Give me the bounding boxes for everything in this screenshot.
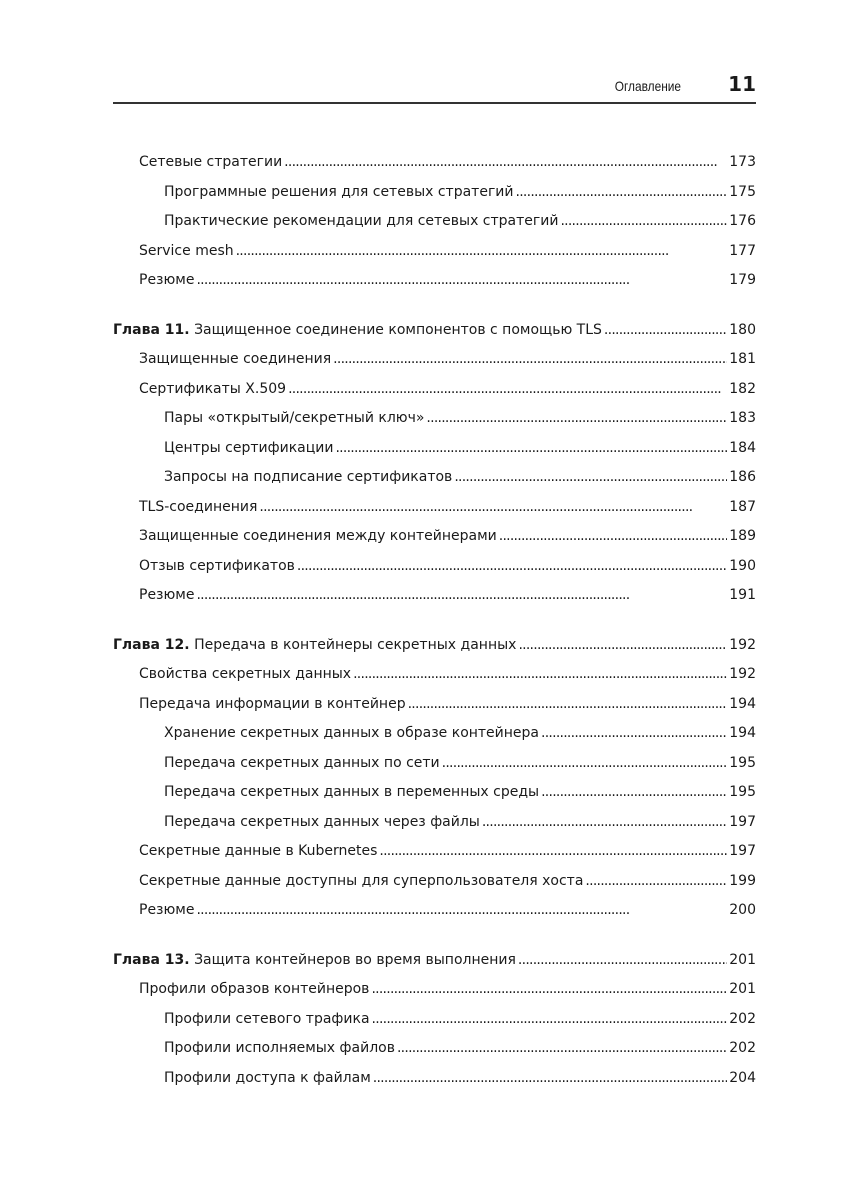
dot-leader: [196, 581, 727, 611]
dot-leader: [297, 552, 727, 582]
entry-title: Профили образов контейнеров: [139, 981, 370, 997]
entry-title: Программные решения для сетевых стратегий: [164, 183, 514, 200]
entry-title: Запросы на подписание сертификатов: [164, 469, 453, 485]
toc-chapter-entry[interactable]: [113, 631, 756, 661]
toc-group: [113, 316, 756, 611]
dot-leader: [442, 749, 728, 779]
entry-title: Резюме: [139, 902, 195, 918]
entry-title: TLS-соединения: [139, 498, 258, 515]
entry-page-number: 192: [729, 666, 756, 682]
entry-title: Защищенные соединения: [139, 351, 332, 367]
entry-title: Секретные данные доступны для суперпользователя хоста: [139, 872, 584, 889]
dot-leader: [259, 493, 727, 523]
running-header-title: Оглавление: [614, 78, 681, 94]
entry-page-number: 190: [729, 557, 756, 574]
toc-entry[interactable]: [113, 690, 756, 720]
dot-leader: [236, 237, 728, 267]
dot-leader: [482, 808, 727, 838]
entry-title: Профили исполняемых файлов: [164, 1040, 395, 1056]
entry-page-number: 183: [729, 410, 756, 426]
entry-page-number: 204: [729, 1069, 756, 1086]
entry-title: Передача секретных данных по сети: [164, 754, 440, 771]
entry-title: Защита контейнеров во время выполнения: [194, 951, 516, 968]
dot-leader: [371, 975, 727, 1005]
dot-leader: [541, 778, 727, 808]
entry-page-number: 180: [729, 321, 756, 338]
entry-title: Передача в контейнеры секретных данных: [194, 636, 517, 653]
entry-title: Передача информации в контейнер: [139, 695, 406, 712]
toc-chapter-entry[interactable]: [113, 316, 756, 346]
entry-page-number: 175: [729, 183, 756, 200]
entry-page-number: 195: [729, 784, 756, 800]
entry-page-number: 202: [729, 1010, 756, 1027]
entry-page-number: 200: [729, 902, 756, 918]
toc-entry[interactable]: [113, 148, 756, 178]
entry-title: Резюме: [139, 587, 195, 603]
entry-page-number: 181: [729, 351, 756, 367]
entry-title: Service mesh: [139, 242, 234, 259]
toc-entry[interactable]: [113, 975, 756, 1005]
toc-entry[interactable]: [113, 552, 756, 582]
entry-title: Пары «открытый/секретный ключ»: [164, 410, 425, 426]
entry-title: Практические рекомендации для сетевых стратегий: [164, 213, 559, 229]
entry-title: Резюме: [139, 272, 195, 288]
entry-page-number: 189: [729, 528, 756, 544]
toc-entry[interactable]: [113, 375, 756, 405]
entry-page-number: 191: [729, 587, 756, 603]
entry-title: Сетевые стратегии: [139, 154, 283, 170]
entry-title: Передача секретных данных через файлы: [164, 813, 480, 830]
entry-page-number: 186: [729, 469, 756, 485]
entry-page-number: 197: [729, 843, 756, 859]
toc-entry[interactable]: [113, 463, 756, 493]
dot-leader: [454, 463, 727, 493]
toc-entry[interactable]: [113, 266, 756, 296]
dot-leader: [604, 316, 727, 346]
dot-leader: [426, 404, 727, 434]
toc-entry[interactable]: [113, 778, 756, 808]
dot-leader: [408, 690, 728, 720]
chapter-number: Глава 12.: [113, 636, 190, 653]
toc-entry[interactable]: [113, 434, 756, 464]
toc-entry[interactable]: [113, 178, 756, 208]
entry-page-number: 194: [729, 695, 756, 712]
toc-entry[interactable]: [113, 1005, 756, 1035]
dot-leader: [284, 148, 727, 178]
toc-entry[interactable]: [113, 345, 756, 375]
entry-page-number: 177: [729, 242, 756, 259]
entry-title: Свойства секретных данных: [139, 666, 352, 682]
entry-page-number: 173: [729, 154, 756, 170]
dot-leader: [516, 178, 728, 208]
table-of-contents: [113, 148, 756, 1113]
dot-leader: [196, 896, 727, 926]
toc-entry[interactable]: [113, 837, 756, 867]
dot-leader: [373, 1064, 728, 1094]
entry-page-number: 195: [729, 754, 756, 771]
dot-leader: [196, 266, 727, 296]
entry-page-number: 202: [729, 1040, 756, 1056]
entry-title: Секретные данные в Kubernetes: [139, 843, 378, 859]
entry-title: Профили доступа к файлам: [164, 1069, 371, 1086]
page-number: 11: [728, 72, 756, 96]
dot-leader: [379, 837, 727, 867]
dot-leader: [518, 631, 727, 661]
toc-group: [113, 148, 756, 296]
entry-title: Передача секретных данных в переменных среды: [164, 784, 540, 800]
entry-title: Центры сертификации: [164, 439, 334, 456]
toc-entry[interactable]: [113, 808, 756, 838]
toc-entry[interactable]: [113, 1064, 756, 1094]
entry-page-number: 194: [729, 725, 756, 741]
entry-title: Сертификаты X.509: [139, 380, 287, 397]
dot-leader: [541, 719, 727, 749]
dot-leader: [560, 207, 727, 237]
dot-leader: [353, 660, 727, 690]
entry-page-number: 199: [729, 872, 756, 889]
dot-leader: [397, 1034, 727, 1064]
chapter-number: Глава 11.: [113, 321, 190, 338]
dot-leader: [499, 522, 728, 552]
toc-entry[interactable]: [113, 522, 756, 552]
toc-entry[interactable]: [113, 1034, 756, 1064]
toc-chapter-entry[interactable]: [113, 946, 756, 976]
entry-page-number: 187: [729, 498, 756, 515]
entry-page-number: 201: [729, 951, 756, 968]
toc-group: [113, 946, 756, 1094]
entry-title: Защищенные соединения между контейнерами: [139, 528, 497, 544]
dot-leader: [372, 1005, 728, 1035]
entry-page-number: 179: [729, 272, 756, 288]
entry-title: Профили сетевого трафика: [164, 1010, 370, 1027]
entry-page-number: 197: [729, 813, 756, 830]
toc-entry[interactable]: [113, 719, 756, 749]
dot-leader: [585, 867, 727, 897]
toc-entry[interactable]: [113, 237, 756, 267]
toc-entry[interactable]: [113, 896, 756, 926]
toc-group: [113, 631, 756, 926]
toc-entry[interactable]: [113, 660, 756, 690]
chapter-number: Глава 13.: [113, 951, 190, 968]
header-rule: [113, 102, 756, 104]
entry-page-number: 176: [729, 213, 756, 229]
toc-entry[interactable]: [113, 207, 756, 237]
entry-page-number: 182: [729, 380, 756, 397]
dot-leader: [518, 946, 727, 976]
dot-leader: [333, 345, 727, 375]
entry-title: Отзыв сертификатов: [139, 557, 295, 574]
entry-page-number: 184: [729, 439, 756, 456]
entry-title: Хранение секретных данных в образе контейнера: [164, 725, 540, 741]
entry-page-number: 192: [729, 636, 756, 653]
dot-leader: [335, 434, 727, 464]
toc-entry[interactable]: [113, 493, 756, 523]
toc-entry[interactable]: [113, 581, 756, 611]
toc-entry[interactable]: [113, 749, 756, 779]
entry-page-number: 201: [729, 981, 756, 997]
dot-leader: [288, 375, 727, 405]
toc-entry[interactable]: [113, 867, 756, 897]
entry-title: Защищенное соединение компонентов с помощью TLS: [194, 321, 602, 338]
toc-entry[interactable]: [113, 404, 756, 434]
